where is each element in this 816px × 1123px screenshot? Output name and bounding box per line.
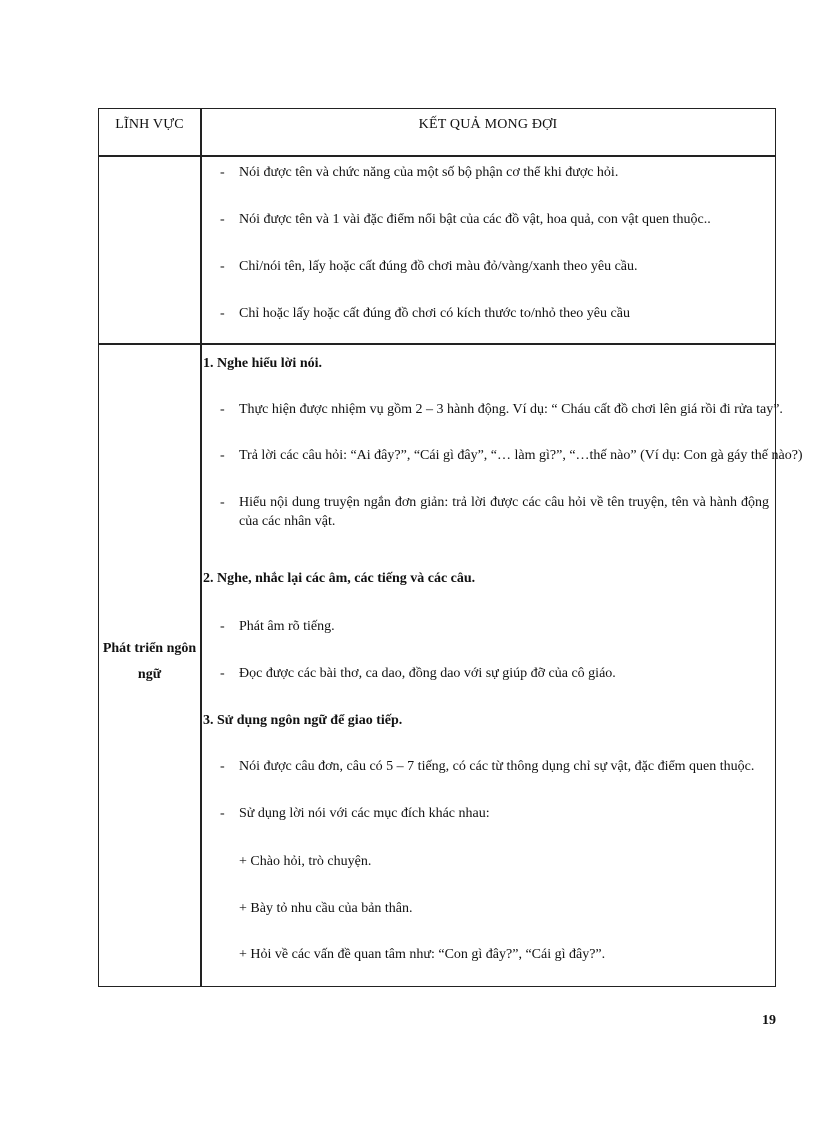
header-divider [99, 155, 775, 157]
section-title: 2. Nghe, nhắc lại các âm, các tiếng và các câu. [203, 571, 476, 586]
sub-item: + Bày tỏ nhu cầu của bản thân. [239, 901, 413, 916]
bullet-dash: - [220, 666, 225, 681]
bullet-dash: - [220, 306, 225, 321]
row-divider [99, 343, 775, 345]
header-expected-results: KẾT QUẢ MONG ĐỢI [418, 117, 558, 132]
sub-item: + Hỏi về các vấn đề quan tâm như: “Con gì đây?”, “Cái gì đây?”. [239, 947, 606, 962]
column-divider [200, 109, 202, 986]
page-number: 19 [762, 1013, 776, 1028]
bullet-dash: - [220, 212, 225, 227]
list-item: Nói được tên và 1 vài đặc điểm nổi bật của các đồ vật, hoa quả, con vật quen thuộc.. [239, 212, 711, 227]
list-item: Hiểu nội dung truyện ngắn đơn giản: trả lời được các câu hỏi về tên truyện, tên và hành động của các nhân vật. [239, 495, 769, 529]
list-item: Thực hiện được nhiệm vụ gồm 2 – 3 hành động. Ví dụ: “ Cháu cất đồ chơi lên giá rồi đi rửa tay”. [239, 402, 783, 417]
list-item: Nói được tên và chức năng của một số bộ phận cơ thể khi được hỏi. [239, 165, 619, 180]
bullet-dash: - [220, 448, 225, 463]
list-item: Trả lời các câu hỏi: “Ai đây?”, “Cái gì đây”, “… làm gì?”, “…thế nào” (Ví dụ: Con gà gáy thế nào?) [239, 448, 803, 463]
bullet-dash: - [220, 806, 225, 821]
list-item: Sử dụng lời nói với các mục đích khác nhau: [239, 806, 490, 821]
bullet-dash: - [220, 619, 225, 634]
list-item: Nói được câu đơn, câu có 5 – 7 tiếng, có các từ thông dụng chỉ sự vật, đặc điểm quen thuộc. [239, 759, 755, 774]
section-title: 1. Nghe hiểu lời nói. [203, 356, 322, 371]
section-title: 3. Sử dụng ngôn ngữ để giao tiếp. [203, 713, 403, 728]
bullet-dash: - [220, 259, 225, 274]
domain-label: Phát triển ngôn ngữ [102, 641, 197, 682]
sub-item: + Chào hỏi, trò chuyện. [239, 854, 372, 869]
bullet-dash: - [220, 759, 225, 774]
bullet-dash: - [220, 402, 225, 417]
list-item: Chỉ/nói tên, lấy hoặc cất đúng đồ chơi màu đỏ/vàng/xanh theo yêu cầu. [239, 259, 638, 274]
outcomes-table [98, 108, 803, 987]
bullet-dash: - [220, 165, 225, 180]
list-item: Đọc được các bài thơ, ca dao, đồng dao với sự giúp đỡ của cô giáo. [239, 666, 616, 681]
bullet-dash: - [220, 495, 225, 510]
list-item: Chỉ hoặc lấy hoặc cất đúng đồ chơi có kích thước to/nhỏ theo yêu cầu [239, 306, 630, 321]
header-domain: LĨNH VỰC [115, 117, 184, 132]
list-item: Phát âm rõ tiếng. [239, 619, 335, 634]
